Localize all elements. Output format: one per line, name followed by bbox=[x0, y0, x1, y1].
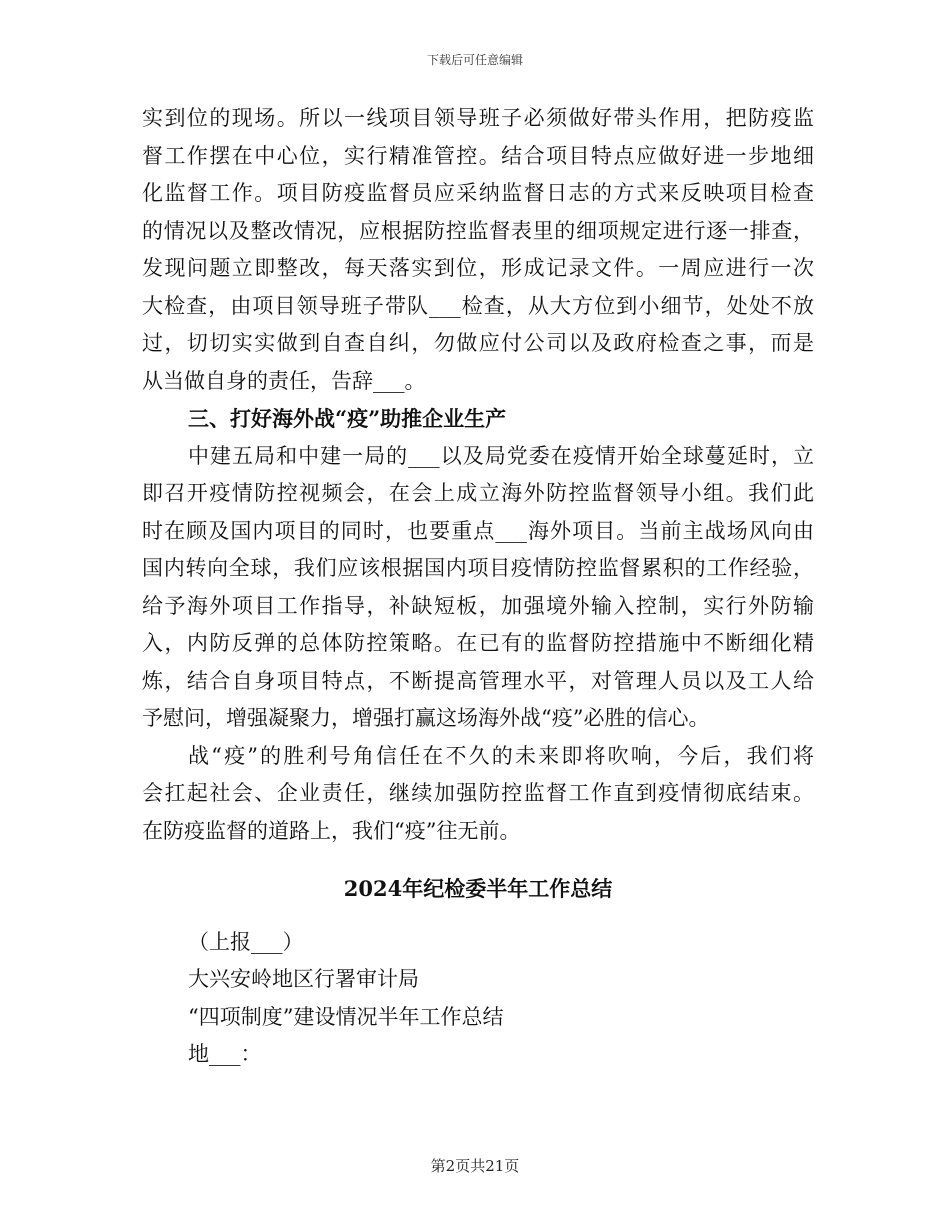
report-line: “四项制度”建设情况半年工作总结 bbox=[188, 1004, 504, 1029]
paragraph-line: 国内转向全球，我们应该根据国内项目疫情防控监督累积的工作经验， bbox=[142, 556, 814, 580]
document-title: 2024年纪检委半年工作总结 bbox=[343, 876, 613, 901]
paragraph-line: 发现问题立即整改，每天落实到位，形成记录文件。一周应进行一次 bbox=[142, 256, 814, 280]
paragraph-3 bbox=[142, 738, 814, 851]
report-line: （上报___） bbox=[188, 929, 304, 954]
paragraph-line: 中建五局和中建一局的___以及局党委在疫情开始全球蔓延时，立 bbox=[188, 443, 814, 468]
paragraph-line: 予慰问，增强凝聚力，增强打赢这场海外战“疫”必胜的信心。 bbox=[142, 706, 710, 730]
document-body bbox=[142, 100, 814, 1074]
page-number: 第2页共21页 bbox=[430, 1157, 520, 1175]
paragraph-line: 在防疫监督的道路上，我们“疫”往无前。 bbox=[142, 818, 521, 843]
paragraph-line: 时在顾及国内项目的同时，也要重点___海外项目。当前主战场风向由 bbox=[142, 518, 814, 543]
report-line: 地___： bbox=[188, 1042, 262, 1066]
paragraph-line: 从当做自身的责任，告辞___。 bbox=[142, 368, 426, 393]
paragraph-line: 炼，结合自身项目特点，不断提高管理水平，对管理人员以及工人给 bbox=[142, 668, 814, 693]
paragraph-line: 会扛起社会、企业责任，继续加强防控监督工作直到疫情彻底结束。 bbox=[142, 781, 814, 805]
paragraph-line: 化监督工作。项目防疫监督员应采纳监督日志的方式来反映项目检查 bbox=[142, 181, 814, 205]
paragraph-line: 战“疫”的胜利号角信任在不久的未来即将吹响，今后，我们将 bbox=[188, 743, 814, 768]
paragraph-1 bbox=[142, 100, 814, 400]
report-line: 大兴安岭地区行署审计局 bbox=[188, 967, 419, 991]
page-header: 下载后可任意编辑 bbox=[426, 53, 523, 67]
paragraph-line: 督工作摆在中心位，实行精准管控。结合项目特点应做好进一步地细 bbox=[142, 143, 814, 168]
paragraph-2 bbox=[142, 438, 814, 738]
paragraph-line: 给予海外项目工作指导，补缺短板，加强境外输入控制，实行外防输 bbox=[142, 593, 814, 618]
paragraph-line: 的情况以及整改情况，应根据防控监督表里的细项规定进行逐一排查， bbox=[142, 218, 814, 243]
paragraph-line: 大检查，由项目领导班子带队___检查，从大方位到小细节，处处不放 bbox=[142, 293, 814, 318]
report-header-list bbox=[142, 924, 814, 1074]
paragraph-line: 即召开疫情防控视频会，在会上成立海外防控监督领导小组。我们此 bbox=[142, 481, 814, 505]
paragraph-line: 实到位的现场。所以一线项目领导班子必须做好带头作用，把防疫监 bbox=[142, 106, 814, 130]
paragraph-line: 入，内防反弹的总体防控策略。在已有的监督防控措施中不断细化精 bbox=[142, 631, 814, 655]
paragraph-line: 过，切切实实做到自查自纠，勿做应付公司以及政府检查之事，而是 bbox=[142, 331, 814, 355]
section-heading: 三、打好海外战“疫”助推企业生产 bbox=[188, 406, 507, 431]
